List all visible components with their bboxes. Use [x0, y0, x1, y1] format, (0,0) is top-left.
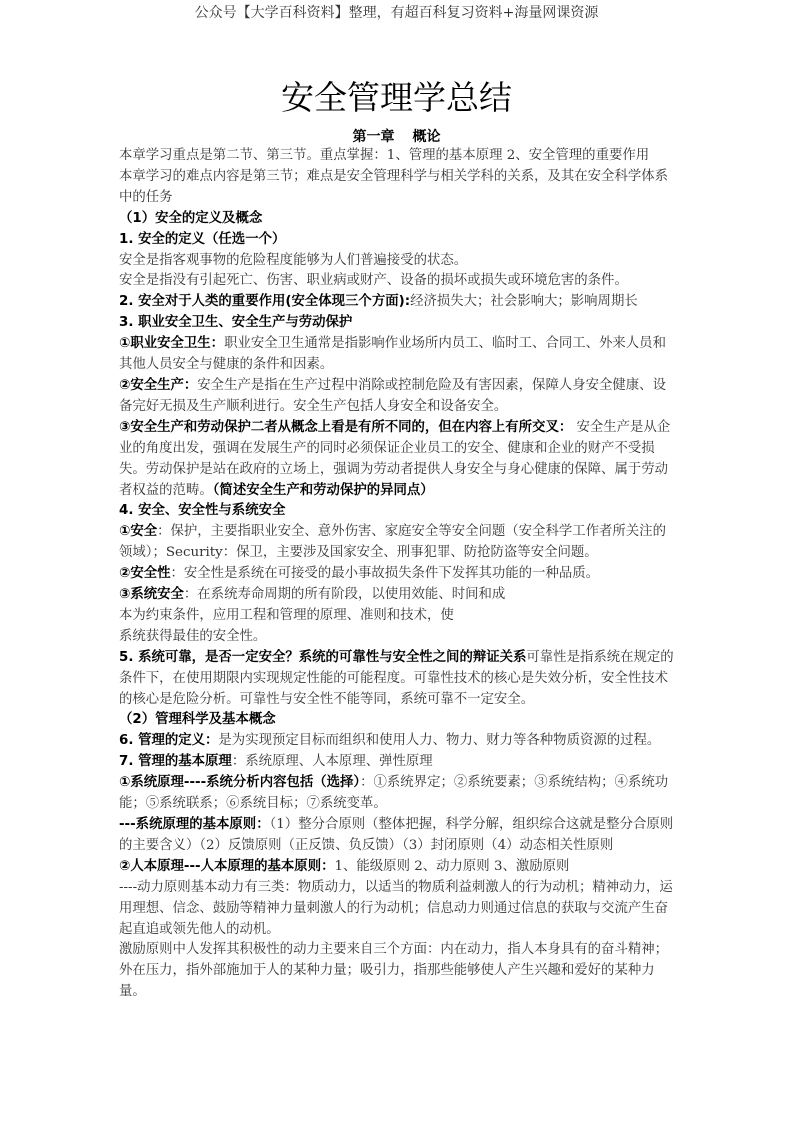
paragraph-text: ：系统原理、人本原理、弹性原理	[231, 754, 433, 770]
paragraph	[119, 271, 679, 292]
item-heading	[119, 313, 679, 334]
paragraph-bold: ②安全生产：	[119, 377, 198, 393]
document-title: 安全管理学总结	[281, 78, 512, 117]
paragraph-bold: ①安全	[119, 524, 158, 540]
item-heading	[119, 230, 679, 251]
document-body	[119, 146, 679, 1003]
paragraph-text: 安全生产是指在生产过程中消除或控制危险及有害因素，保障人身安全健康、设备完好无损及生产顺利进行。安全生产包括人身安全和设备安全。	[119, 377, 666, 414]
paragraph	[119, 606, 679, 627]
paragraph-text: 本为约束条件，应用工程和管理的原理、准则和技术，使	[119, 607, 454, 623]
paragraph-bold: 5. 系统可靠，是否一定安全？系统的可靠性与安全性之间的辩证关系	[119, 649, 527, 665]
paragraph-text: 本章学习重点是第二节、第三节。重点掌握：1、管理的基本原理 2、安全管理的重要作用	[119, 148, 650, 163]
paragraph	[119, 878, 679, 941]
paragraph	[119, 940, 679, 1003]
paragraph-text: 安全生产是从企业的角度出发，强调在发展生产的同时必须保证企业员工的安全、健康和企业的财产不受损失。劳动保护是站在政府的立场上，强调为劳动者提供人身安全与身心健康的保障、属于劳动者权益的范畴。	[119, 419, 671, 498]
paragraph-text: 安全是指客观事物的危险程度能够为人们普遍接受的状态。	[119, 252, 468, 268]
item-heading	[119, 501, 679, 522]
paragraph	[119, 167, 679, 209]
paragraph-text: ：在系统寿命周期的所有阶段，以使用效能、时间和成	[183, 587, 506, 603]
paragraph-text: 1、能级原则 2、动力原则 3、激励原则	[334, 858, 570, 874]
section-heading	[119, 710, 679, 731]
paragraph	[119, 522, 679, 564]
paragraph-bold: ③安全生产和劳动保护二者从概念上看是有所不同的，但在内容上有所交叉：	[119, 419, 573, 435]
paragraph	[119, 292, 679, 313]
paragraph-text: 经济损失大；社会影响大；影响周期长	[410, 294, 638, 310]
paragraph	[119, 731, 679, 752]
paragraph-text: ：保护，主要指职业安全、意外伤害、家庭安全等安全问题（安全科学工作者所关注的领域）；Security：保卫，主要涉及国家安全、刑事犯罪、防抢防盗等安全问题。	[119, 524, 666, 561]
paragraph	[119, 773, 679, 815]
paragraph	[119, 857, 679, 878]
paragraph-bold: 6. 管理的定义：	[119, 733, 219, 749]
paragraph-text: 系统获得最佳的安全性。	[119, 628, 267, 644]
paragraph-text: ----动力原则基本动力有三类：物质动力，以适当的物质利益刺激人的行为动机；精神动力，运用理想、信念、鼓励等精神力量刺激人的行为动机；信息动力则通过信息的获取与交流产生奋起直追或领先他人的动机。	[119, 879, 673, 937]
paragraph-bold: （2）管理科学及基本概念	[119, 712, 276, 728]
paragraph-text: 激励原则中人发挥其积极性的动力主要来自三个方面：内在动力，指人本身具有的奋斗精神；外在压力，指外部施加于人的某种力量；吸引力，指那些能够使人产生兴趣和爱好的某种力量。	[119, 942, 669, 1000]
paragraph-text: 是为实现预定目标而组织和使用人力、物力、财力等各种物质资源的过程。	[218, 733, 661, 749]
paragraph-bold: ①职业安全卫生：	[119, 336, 225, 352]
paragraph-text: ：①系统界定；②系统要素；③系统结构；④系统功能；⑤系统联系；⑥系统目标；⑦系统变革。	[119, 775, 669, 812]
chapter-heading	[0, 126, 793, 146]
paragraph-text: 可靠性是指系统在规定的条件下，在使用期限内实现规定性能的可能程度。可靠性技术的核心是失效分析，安全性技术的核心是危险分析。可靠性与安全性不能等同，系统可靠不一定安全。	[119, 649, 674, 707]
paragraph-text: 安全是指没有引起死亡、伤害、职业病或财产、设备的损坏或损失或环境危害的条件。	[119, 273, 628, 289]
paragraph-bold: 4. 安全、安全性与系统安全	[119, 503, 286, 519]
section-heading	[119, 209, 679, 230]
chapter-number: 第一章	[352, 129, 395, 145]
paragraph-text: ：安全性是系统在可接受的最小事故损失条件下发挥其功能的一种品质。	[170, 566, 600, 582]
paragraph	[119, 648, 679, 711]
chapter-name: 概论	[412, 129, 441, 145]
paragraph	[119, 752, 679, 773]
paragraph	[119, 627, 679, 648]
paragraph-bold-tail: （简述安全生产和劳动保护的异同点）	[212, 482, 434, 498]
paragraph-text: 本章学习的难点内容是第三节；难点是安全管理科学与相关学科的关系，及其在安全科学体系中的任务	[119, 168, 669, 205]
paragraph	[119, 334, 679, 376]
paragraph-bold: 1. 安全的定义（任选一个）	[119, 231, 286, 247]
paragraph	[119, 585, 679, 606]
paragraph-bold: ②安全性	[119, 566, 171, 582]
paragraph-text: （1）整分合原则（整体把握，科学分解，组织综合这就是整分合原则的主要含义）（2）反馈原则（正反馈、负反馈）（3）封闭原则（4）动态相关性原则	[119, 817, 674, 853]
paragraph-bold: （1）安全的定义及概念	[119, 210, 263, 226]
watermark-header: 公众号【大学百科资料】整理，有超百科复习资料+海量网课资源	[194, 5, 599, 21]
paragraph	[119, 418, 679, 502]
paragraph-bold: 7. 管理的基本原理	[119, 754, 232, 770]
paragraph-bold: 2. 安全对于人类的重要作用(安全体现三个方面):	[119, 294, 411, 310]
paragraph	[119, 251, 679, 272]
paragraph	[119, 146, 679, 167]
paragraph-bold: ②人本原理---人本原理的基本原则：	[119, 858, 335, 874]
paragraph-bold: 3. 职业安全卫生、安全生产与劳动保护	[119, 315, 353, 331]
paragraph	[119, 564, 679, 585]
paragraph-text: 职业安全卫生通常是指影响作业场所内员工、临时工、合同工、外来人员和其他人员安全与健康的条件和因素。	[119, 336, 666, 373]
paragraph-bold: ①系统原理----系统分析内容包括（选择）	[119, 775, 361, 791]
paragraph-bold: ③系统安全	[119, 587, 184, 603]
paragraph-bold: ---系统原理的基本原则：	[119, 817, 270, 832]
paragraph	[119, 815, 679, 857]
paragraph	[119, 376, 679, 418]
